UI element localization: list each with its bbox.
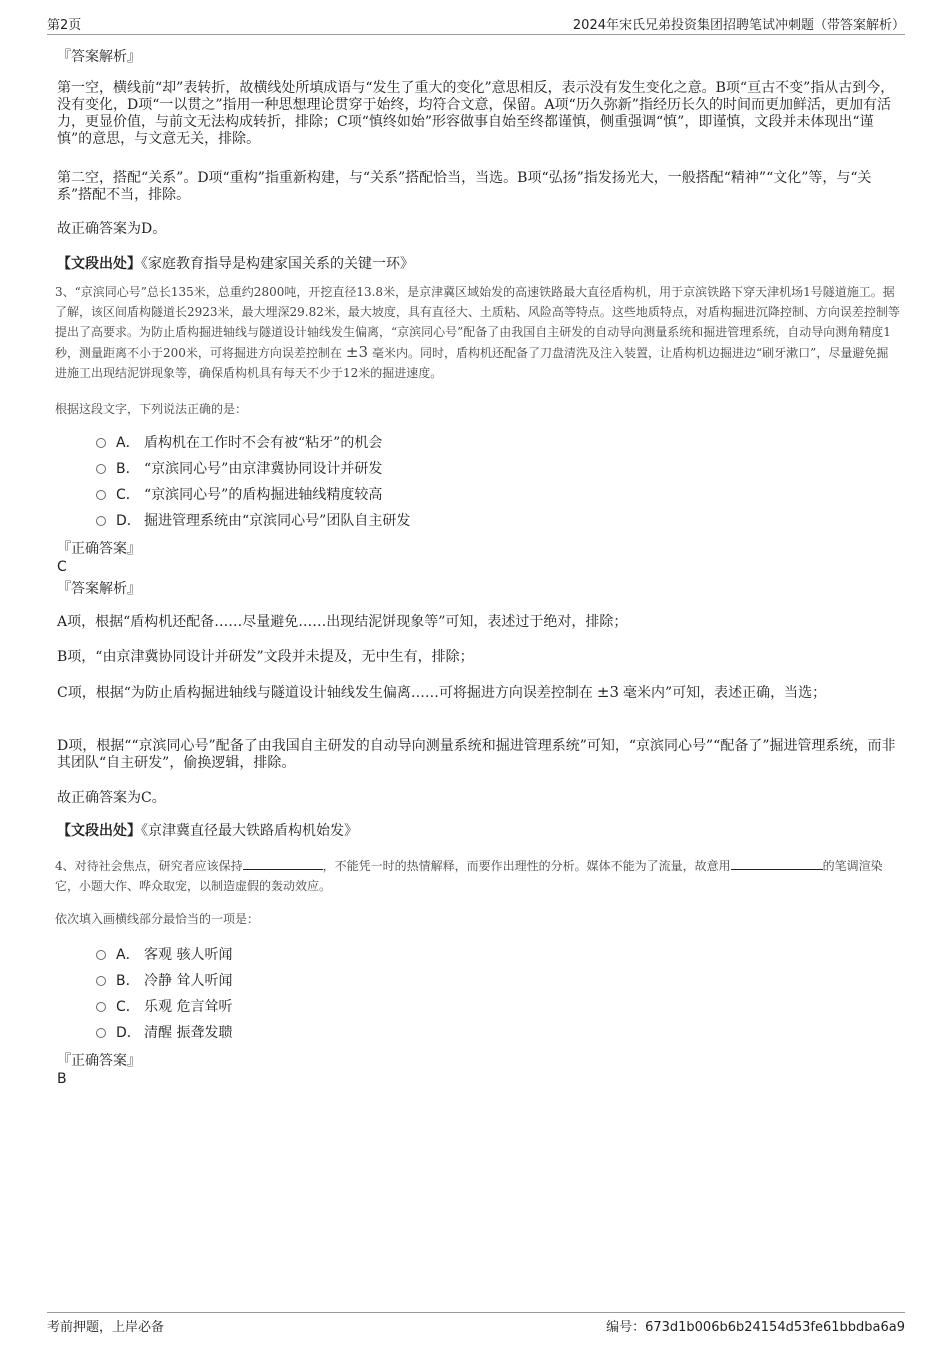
option-key: B． — [116, 461, 140, 477]
option-key: A． — [116, 947, 140, 963]
radio-icon[interactable] — [96, 1002, 106, 1012]
q2-analysis-para1: 第一空，横线前“却”表转折，故横线处所填成语与“发生了重大的变化”意思相反，表示没有发生变化之意。B项“亘古不变”指从古到今，没有变化，D项“一以贯之”指用一种思想理论贯穿于始终，均符合文意，保留。A项“历久弥新”指经历长久的时间而更加鲜活，更加有活力，更显价值，与前文无法构成转折，排除；C项“慎终如始”形容做事自始至终都谨慎，侧重强调“慎”，即谨慎，文段并未体现出“谨慎”的意思，与文意无关，排除。 — [57, 80, 895, 147]
q4-answer-label: 『正确答案』 — [57, 1053, 141, 1069]
radio-icon[interactable] — [96, 490, 106, 500]
q4-stem-part2: ，不能凭一时的热情解释，而要作出理性的分析。媒体不能为了流量，故意用 — [322, 859, 731, 873]
q3-option-b[interactable] — [96, 460, 382, 478]
q3-analysis-label: 『答案解析』 — [57, 581, 141, 597]
q3-source — [57, 823, 900, 840]
option-key: A． — [116, 435, 140, 451]
q2-source — [57, 256, 900, 273]
q3-source-title: 《京津冀直径最大铁路盾构机始发》 — [141, 823, 358, 839]
radio-icon[interactable] — [96, 976, 106, 986]
option-key: B． — [116, 973, 140, 989]
q3-analysis-a: A项，根据“盾构机还配备……尽量避免……出现结泥饼现象等”可知，表述过于绝对，排除； — [57, 614, 628, 630]
q3-conclusion: 故正确答案为C。 — [57, 790, 166, 806]
radio-icon[interactable] — [96, 464, 106, 474]
page-footer — [47, 1312, 905, 1338]
radio-icon[interactable] — [96, 1028, 106, 1038]
option-text: 清醒 振聋发聩 — [144, 1025, 233, 1041]
q3-stem-part2: 毫米内。同时，盾构机还配备了刀盘清洗及注入装置，让盾构机边掘进边“刷牙漱口”，尽量避免掘进施工出现结泥饼现象等，确保盾构机具有每天不少于12米的掘进速度。 — [55, 346, 889, 380]
option-key: C． — [116, 487, 140, 503]
q4-stem — [55, 856, 900, 896]
q3-option-d[interactable] — [96, 512, 410, 530]
q3-analysis-c — [57, 684, 900, 702]
footer-slogan: 考前押题，上岸必备 — [47, 1320, 165, 1335]
q4-option-c[interactable] — [96, 998, 232, 1016]
q2-analysis-label: 『答案解析』 — [57, 49, 141, 65]
q4-blank-1 — [243, 857, 323, 870]
option-text: 客观 骇人听闻 — [144, 947, 233, 963]
q2-source-label: 【文段出处】 — [57, 256, 141, 272]
q3-option-c[interactable] — [96, 486, 382, 504]
q4-prompt: 依次填入画横线部分最恰当的一项是： — [55, 912, 260, 926]
q3-prompt: 根据这段文字，下列说法正确的是： — [55, 402, 248, 416]
q4-option-b[interactable] — [96, 972, 232, 990]
radio-icon[interactable] — [96, 438, 106, 448]
q2-source-title: 《家庭教育指导是构建家国关系的关键一环》 — [141, 256, 414, 272]
q4-option-a[interactable] — [96, 946, 232, 964]
q3-analysis-c-part1: C项，根据“为防止盾构掘进轴线与隧道设计轴线发生偏离……可将掘进方向误差控制在 — [57, 685, 593, 701]
option-key: D． — [116, 513, 141, 529]
page-header — [47, 14, 905, 35]
document-code: 编号：673d1b006b6b24154d53fe61bbdba6a9 — [606, 1320, 905, 1335]
option-text: “京滨同心号”由京津冀协同设计并研发 — [144, 461, 383, 477]
q3-analysis-b: B项，“由京津冀协同设计并研发”文段并未提及，无中生有，排除； — [57, 649, 474, 665]
option-key: D． — [116, 1025, 141, 1041]
q3-option-a[interactable] — [96, 434, 382, 452]
q4-option-d[interactable] — [96, 1024, 232, 1042]
q3-stem-part1: 3、“京滨同心号”总长135米，总重约2800吨，开挖直径13.8米，是京津冀区域始发的高速铁路最大直径盾构机，用于京滨铁路下穿天津机场1号隧道施工。据了解，该区间盾构隧道长2923米，最大埋深29.82米，最大坡度，具有直径大、土质粘、风险高等特点。这些地质特点，对盾构掘进沉降控制、方向误差控制等提出了高要求。为防止盾构掘进轴线与隧道设计轴线发生偏离，“京滨同心号”配备了由我国自主研发的自动导向测量系统和掘进管理系统，自动导向测角精度1秒，测量距离不小于200米，可将掘进方向误差控制在 — [55, 285, 900, 360]
option-text: 冷静 耸人听闻 — [144, 973, 233, 989]
radio-icon[interactable] — [96, 950, 106, 960]
q3-stem — [55, 282, 900, 383]
q4-blank-2 — [731, 857, 823, 870]
q3-analysis-d: D项，根据““京滨同心号”配备了由我国自主研发的自动导向测量系统和掘进管理系统”可知，“京滨同心号”“配备了”掘进管理系统，而非其团队“自主研发”，偷换逻辑，排除。 — [57, 738, 896, 771]
q4-answer: B — [57, 1071, 67, 1087]
q2-analysis-para2: 第二空，搭配“关系”。D项“重构”指重新构建，与“关系”搭配恰当，当选。B项“弘扬”指发扬光大，一般搭配“精神”“文化”等，与“关系”搭配不当，排除。 — [57, 170, 872, 203]
document-title: 2024年宋氏兄弟投资集团招聘笔试冲刺题（带答案解析） — [572, 18, 905, 33]
radio-icon[interactable] — [96, 516, 106, 526]
q3-analysis-c-part2: 毫米内”可知，表述正确，当选； — [623, 685, 827, 701]
q4-stem-part3: 的笔调渲染它，小题大作、哗众取宠，以制造虚假的轰动效应。 — [55, 859, 883, 893]
option-text: “京滨同心号”的盾构掘进轴线精度较高 — [144, 487, 383, 503]
option-text: 掘进管理系统由“京滨同心号”团队自主研发 — [144, 513, 411, 529]
option-text: 乐观 危言耸听 — [144, 999, 233, 1015]
page-number: 第2页 — [47, 18, 82, 33]
option-text: 盾构机在工作时不会有被“粘牙”的机会 — [144, 435, 383, 451]
q3-answer: C — [57, 559, 67, 575]
q3-analysis-c-math: ±3 — [596, 683, 619, 701]
q3-stem-math: ±3 — [345, 343, 369, 361]
q3-answer-label: 『正确答案』 — [57, 541, 141, 557]
option-key: C． — [116, 999, 140, 1015]
q2-conclusion: 故正确答案为D。 — [57, 221, 167, 237]
q3-source-label: 【文段出处】 — [57, 823, 141, 839]
q4-stem-part1: 4、对待社会焦点，研究者应该保持 — [55, 859, 243, 873]
